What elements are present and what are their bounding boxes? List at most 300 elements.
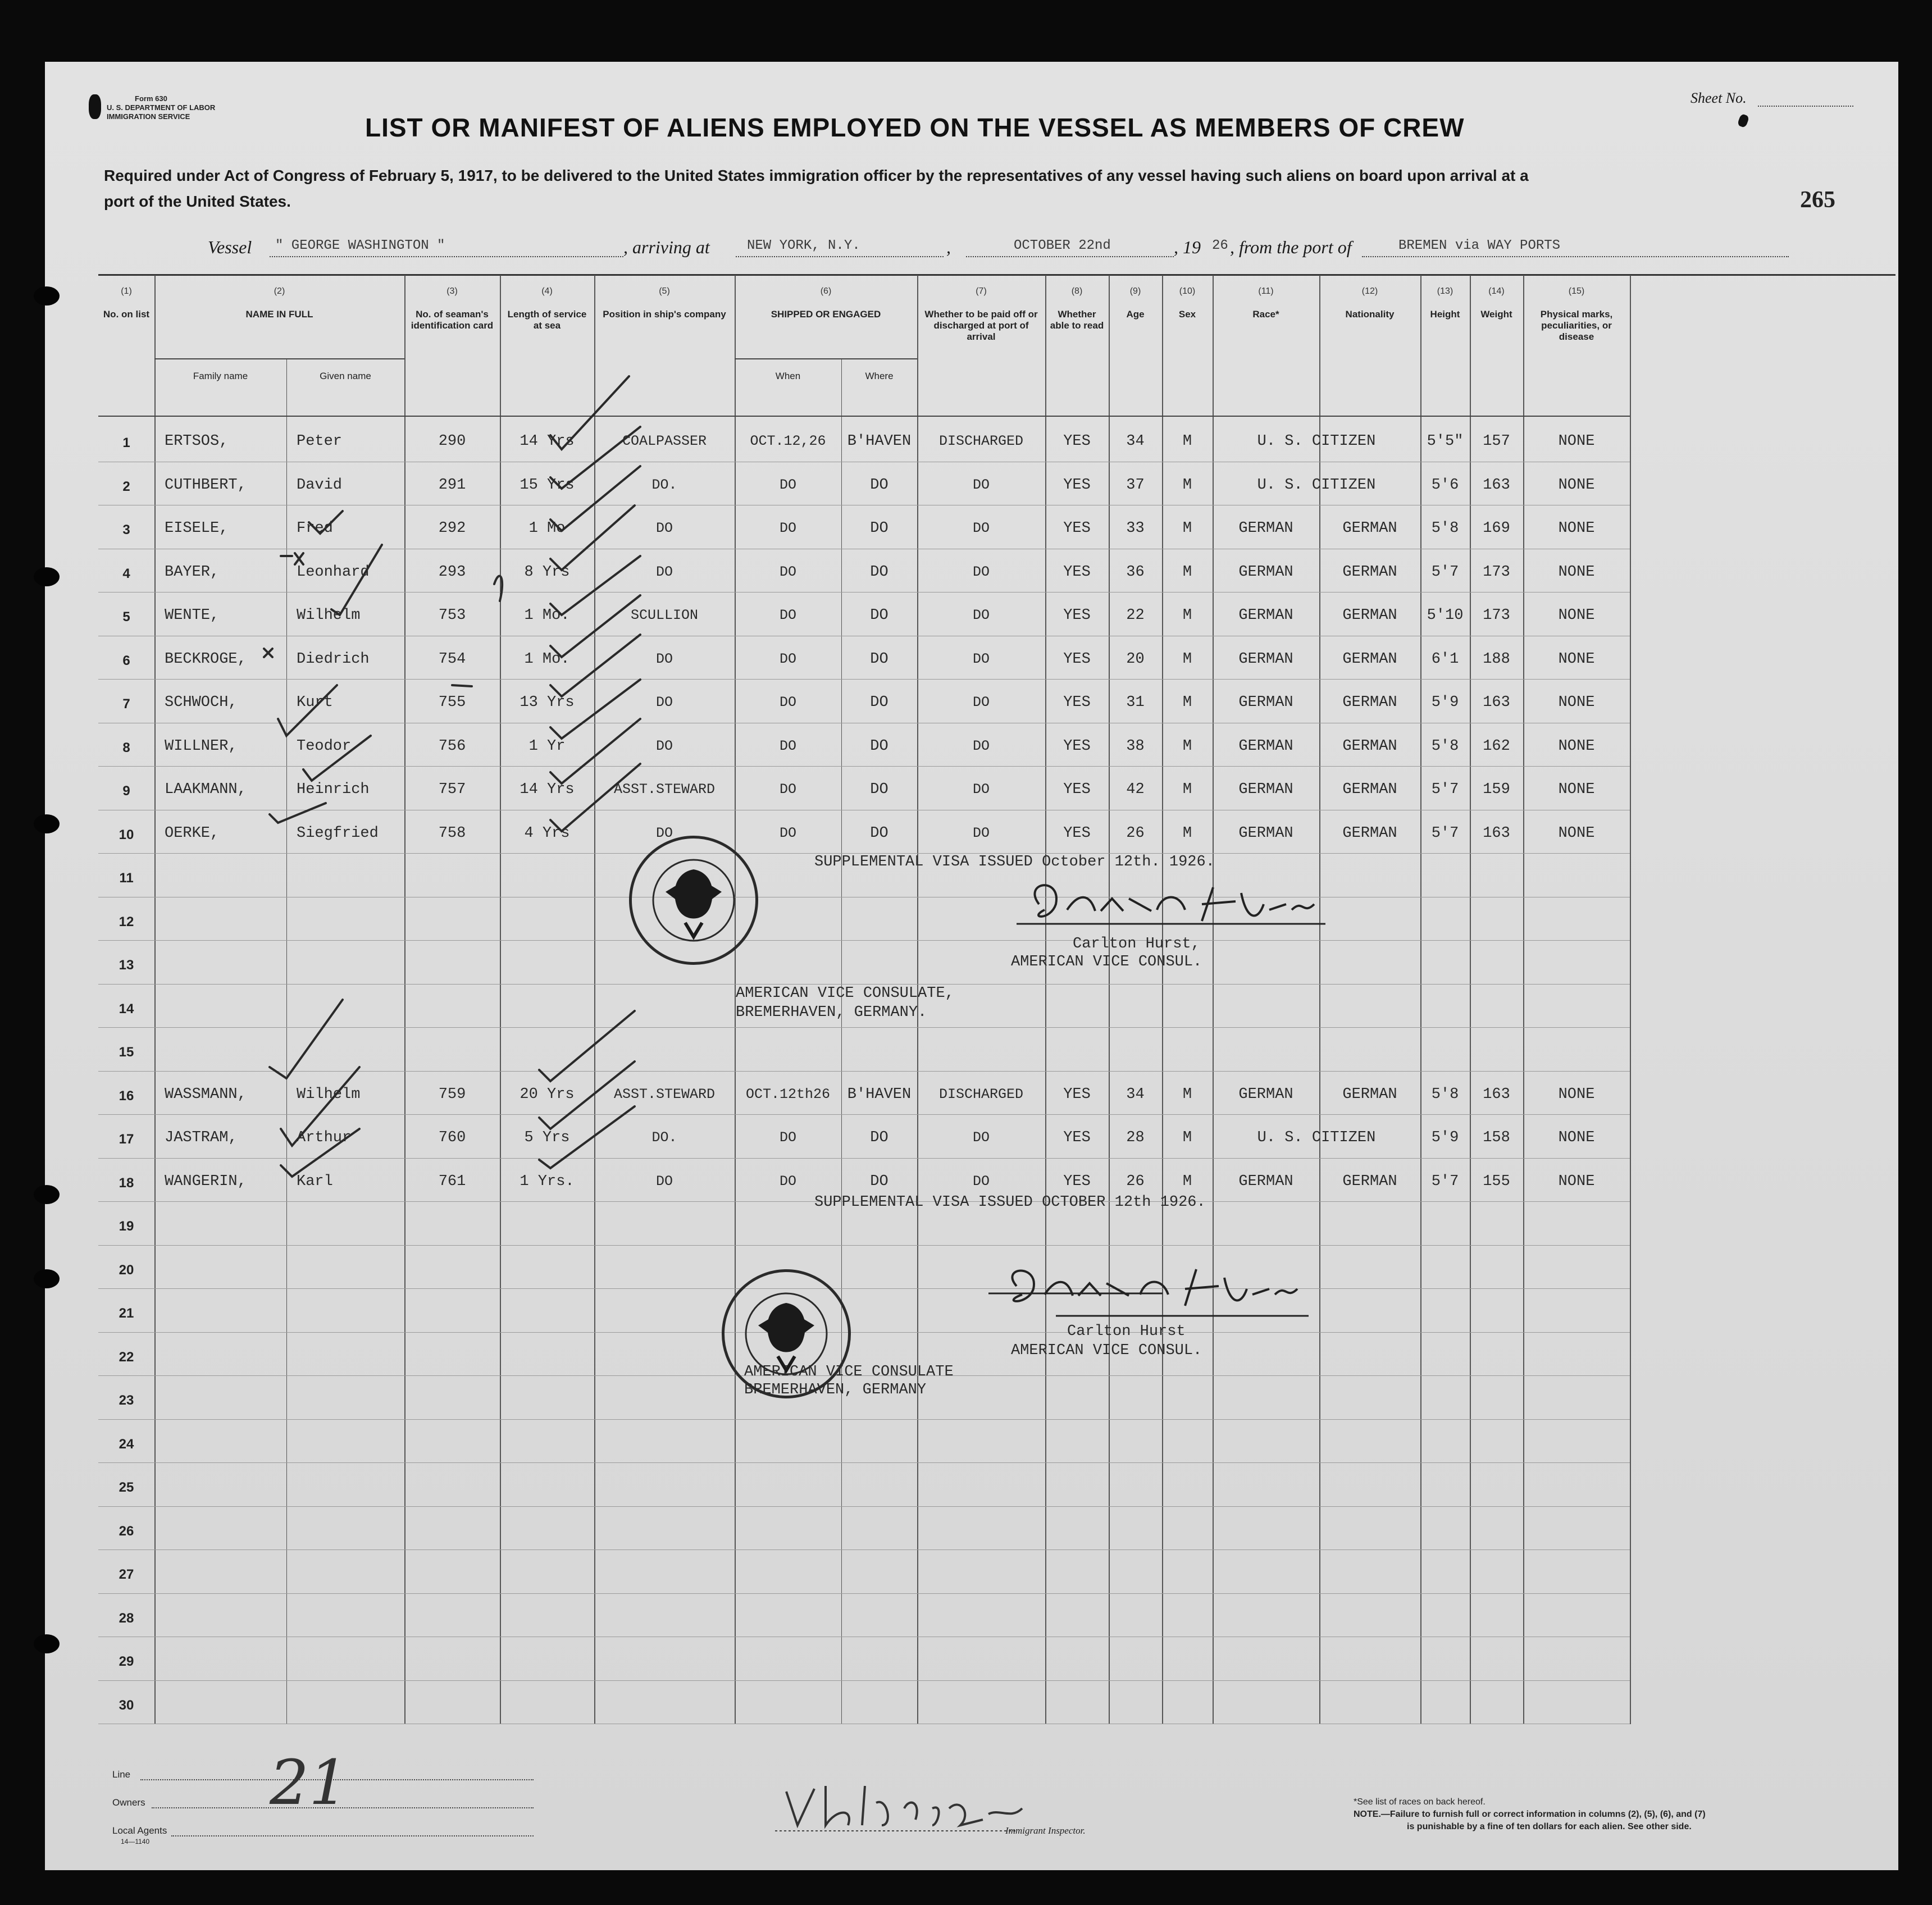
column-header: Height: [1430, 309, 1460, 320]
cell-read: YES: [1063, 650, 1091, 668]
cell-age: 22: [1126, 607, 1145, 624]
cell-read: YES: [1063, 563, 1091, 581]
cell-paid: DO: [972, 824, 990, 841]
cell-card: 291: [438, 476, 466, 494]
cell-race: GERMAN: [1238, 607, 1293, 624]
cell-height: 5'7: [1431, 1173, 1459, 1190]
inspector-signature-text: [798, 1797, 799, 1798]
cell-marks: NONE: [1558, 650, 1595, 668]
cell-service: 8 Yrs: [524, 563, 570, 581]
cell-age: 26: [1126, 824, 1145, 842]
cell-where: DO: [870, 694, 888, 711]
cell-race: GERMAN: [1238, 694, 1293, 711]
cell-read: YES: [1063, 476, 1091, 494]
cell-paid: DO: [972, 650, 990, 667]
cell-position: DO: [655, 1173, 673, 1190]
arrival-year: 26: [1212, 238, 1228, 253]
cell-race: GERMAN: [1238, 1173, 1293, 1190]
cell-card: 760: [438, 1129, 466, 1146]
cell-sex: M: [1182, 563, 1192, 581]
races-note: *See list of races on back hereof.: [1354, 1797, 1486, 1807]
cell-sex: M: [1182, 824, 1192, 842]
cell-given: Leonhard: [297, 563, 370, 581]
cell-marks: NONE: [1558, 1129, 1595, 1146]
cell-read: YES: [1063, 607, 1091, 624]
cell-sex: M: [1182, 607, 1192, 624]
cell-age: 34: [1126, 1086, 1145, 1103]
comma-separator: ,: [946, 237, 951, 257]
column-header: SHIPPED OR ENGAGED: [771, 309, 881, 320]
cell-sex: M: [1182, 520, 1192, 537]
column-subheader: Family name: [193, 371, 248, 381]
cell-marks: NONE: [1558, 433, 1595, 450]
cell-when: DO: [779, 607, 796, 623]
cell-where: DO: [870, 650, 888, 668]
cell-position: DO: [655, 650, 673, 667]
column-number: (15): [1568, 286, 1585, 296]
year-prefix: , 19: [1174, 237, 1201, 257]
cell-card: 753: [438, 607, 466, 624]
cell-age: 31: [1126, 694, 1145, 711]
cell-age: 36: [1126, 563, 1145, 581]
cell-position: COALPASSER: [622, 433, 707, 449]
penalty-note-1: NOTE.—Failure to furnish full or correct information in columns (2), (5), (6), and (7): [1354, 1810, 1706, 1819]
consul-name-1: Carlton Hurst,: [1073, 936, 1200, 952]
cell-family: ERTSOS,: [165, 433, 229, 450]
cell-sex: M: [1182, 781, 1192, 798]
cell-nationality: GERMAN: [1342, 563, 1397, 581]
cell-age: 42: [1126, 781, 1145, 798]
cell-position: DO.: [651, 1129, 677, 1146]
cell-nationality: GERMAN: [1342, 1173, 1397, 1190]
column-number: (2): [274, 286, 285, 296]
row-number: 27: [119, 1567, 134, 1582]
cell-given: David: [297, 476, 343, 494]
cell-read: YES: [1063, 1173, 1091, 1190]
row-number: 18: [119, 1175, 134, 1191]
cell-service: 1 Mo.: [524, 650, 570, 668]
cell-height: 5'9: [1431, 1129, 1459, 1146]
row-number: 19: [119, 1219, 134, 1234]
cell-given: Fred: [297, 520, 333, 537]
cell-read: YES: [1063, 520, 1091, 537]
cell-service: 15 Yrs: [520, 476, 575, 494]
row-number: 21: [119, 1306, 134, 1321]
cell-position: DO.: [651, 476, 677, 493]
cell-service: 14 Yrs: [520, 781, 575, 798]
row-number: 16: [119, 1088, 134, 1104]
row-number: 30: [119, 1697, 134, 1713]
row-number: 10: [119, 827, 134, 842]
cell-family: BAYER,: [165, 563, 220, 581]
row-number: 1: [122, 435, 130, 450]
page-title: LIST OR MANIFEST OF ALIENS EMPLOYED ON THE VESSEL AS MEMBERS OF CREW: [365, 113, 1465, 142]
cell-weight: 163: [1483, 824, 1510, 842]
cell-race: U. S. CITIZEN: [1257, 476, 1376, 494]
cell-where: DO: [870, 563, 888, 581]
cell-age: 37: [1126, 476, 1145, 494]
cell-weight: 173: [1483, 563, 1510, 581]
cell-family: JASTRAM,: [165, 1129, 238, 1146]
cell-where: B'HAVEN: [847, 1086, 912, 1103]
cell-given: Wilhelm: [297, 607, 361, 624]
cell-race: GERMAN: [1238, 563, 1293, 581]
cell-service: 4 Yrs: [524, 824, 570, 842]
cell-position: DO: [655, 824, 673, 841]
cell-where: DO: [870, 1173, 888, 1190]
row-number: 9: [122, 783, 130, 799]
cell-card: 759: [438, 1086, 466, 1103]
cell-card: 292: [438, 520, 466, 537]
cell-when: DO: [779, 476, 796, 493]
cell-card: 761: [438, 1173, 466, 1190]
cell-age: 28: [1126, 1129, 1145, 1146]
column-header: Nationality: [1345, 309, 1395, 320]
cell-weight: 159: [1483, 781, 1510, 798]
cell-card: 293: [438, 563, 466, 581]
cell-marks: NONE: [1558, 607, 1595, 624]
cell-sex: M: [1182, 1129, 1192, 1146]
cell-marks: NONE: [1558, 520, 1595, 537]
cell-where: DO: [870, 824, 888, 842]
cell-read: YES: [1063, 433, 1091, 450]
cell-when: DO: [779, 694, 796, 710]
column-header: Position in ship's company: [603, 309, 726, 320]
cell-given: Siegfried: [297, 824, 379, 842]
cell-weight: 163: [1483, 476, 1510, 494]
cell-when: DO: [779, 520, 796, 536]
vessel-label: Vessel: [208, 237, 252, 257]
inspector-signature: [764, 1775, 1033, 1836]
local-agents-label: Local Agents: [112, 1825, 167, 1836]
cell-paid: DO: [972, 1173, 990, 1190]
row-number: 2: [122, 478, 130, 494]
cell-height: 5'7: [1431, 781, 1459, 798]
row-number: 12: [119, 914, 134, 929]
handwritten-count: 21: [270, 1747, 348, 1819]
column-subheader: Where: [865, 371, 894, 381]
cell-paid: DO: [972, 476, 990, 493]
cell-position: SCULLION: [630, 607, 699, 623]
cell-given: Wilhelm: [297, 1086, 361, 1103]
cell-height: 5'10: [1427, 607, 1464, 624]
cell-card: 290: [438, 433, 466, 450]
from-port-label: , from the port of: [1230, 237, 1352, 257]
column-header: No. of seaman's identification card: [411, 309, 494, 331]
column-number: (14): [1488, 286, 1505, 296]
row-number: 17: [119, 1132, 134, 1147]
column-subheader: Given name: [320, 371, 371, 381]
cell-age: 33: [1126, 520, 1145, 537]
owners-label: Owners: [112, 1797, 145, 1808]
arrival-port: NEW YORK, N.Y.: [747, 238, 860, 253]
column-number: (9): [1129, 286, 1141, 296]
cell-card: 757: [438, 781, 466, 798]
cell-read: YES: [1063, 694, 1091, 711]
column-number: (4): [541, 286, 553, 296]
local-agents-field: [171, 1835, 534, 1836]
cell-race: U. S. CITIZEN: [1257, 1129, 1376, 1146]
cell-where: DO: [870, 1129, 888, 1146]
cell-when: DO: [779, 650, 796, 667]
column-number: (12): [1361, 286, 1378, 296]
consul-name-2: Carlton Hurst: [1067, 1323, 1186, 1340]
cell-when: DO: [779, 781, 796, 797]
cell-paid: DO: [972, 563, 990, 580]
column-header: Weight: [1480, 309, 1512, 320]
column-header: Physical marks, peculiarities, or disease: [1540, 309, 1613, 342]
consulate-city-2: BREMERHAVEN, GERMANY: [744, 1382, 927, 1398]
column-subheader: When: [775, 371, 801, 381]
cell-marks: NONE: [1558, 824, 1595, 842]
cell-family: WASSMANN,: [165, 1086, 247, 1103]
cell-when: DO: [779, 737, 796, 754]
row-number: 13: [119, 958, 134, 973]
cell-where: DO: [870, 476, 888, 494]
cell-family: SCHWOCH,: [165, 694, 238, 711]
cell-weight: 188: [1483, 650, 1510, 668]
cell-weight: 157: [1483, 433, 1510, 450]
cell-nationality: GERMAN: [1342, 781, 1397, 798]
cell-height: 6'1: [1431, 650, 1459, 668]
cell-position: ASST.STEWARD: [613, 781, 716, 797]
column-header: Sex: [1178, 309, 1196, 320]
cell-race: GERMAN: [1238, 737, 1293, 755]
cell-service: 14 Yrs: [520, 433, 575, 450]
consul-title-1: AMERICAN VICE CONSUL.: [1011, 954, 1202, 970]
cell-marks: NONE: [1558, 1173, 1595, 1190]
column-number: (6): [820, 286, 832, 296]
consulate-office-1: AMERICAN VICE CONSULATE,: [736, 985, 954, 1002]
cell-sex: M: [1182, 1173, 1192, 1190]
cell-service: 1 Yrs.: [520, 1173, 575, 1190]
cell-given: Arthur: [297, 1129, 352, 1146]
cell-nationality: GERMAN: [1342, 824, 1397, 842]
cell-sex: M: [1182, 737, 1192, 755]
cell-nationality: GERMAN: [1342, 694, 1397, 711]
cell-race: GERMAN: [1238, 781, 1293, 798]
column-number: (10): [1179, 286, 1196, 296]
cell-marks: NONE: [1558, 781, 1595, 798]
cell-family: LAAKMANN,: [165, 781, 247, 798]
cell-height: 5'8: [1431, 520, 1459, 537]
cell-weight: 162: [1483, 737, 1510, 755]
department-name: U. S. DEPARTMENT OF LABOR: [107, 103, 216, 112]
cell-weight: 169: [1483, 520, 1510, 537]
cell-marks: NONE: [1558, 563, 1595, 581]
cell-card: 754: [438, 650, 466, 668]
cell-paid: DO: [972, 607, 990, 623]
row-number: 11: [119, 871, 134, 886]
cell-nationality: GERMAN: [1342, 520, 1397, 537]
row-number: 4: [122, 566, 130, 581]
column-number: (7): [976, 286, 987, 296]
column-header: No. on list: [103, 309, 150, 320]
column-number: (3): [446, 286, 458, 296]
cell-position: DO: [655, 563, 673, 580]
cell-nationality: GERMAN: [1342, 1086, 1397, 1103]
cell-marks: NONE: [1558, 694, 1595, 711]
column-header: Age: [1126, 309, 1145, 320]
cell-height: 5'7: [1431, 824, 1459, 842]
cell-card: 756: [438, 737, 466, 755]
cell-paid: DO: [972, 520, 990, 536]
cell-read: YES: [1063, 1086, 1091, 1103]
row-number: 23: [119, 1393, 134, 1408]
manifest-paper-sheet: [45, 62, 1898, 1870]
row-number: 26: [119, 1523, 134, 1539]
sheet-no-label: Sheet No.: [1690, 90, 1747, 106]
column-number: (13): [1437, 286, 1453, 296]
subtitle-line-1: Required under Act of Congress of February 5, 1917, to be delivered to the United States immigration officer by the representatives of any vessel having such aliens on board upon arrival at a: [104, 167, 1529, 184]
cell-marks: NONE: [1558, 737, 1595, 755]
cell-card: 755: [438, 694, 466, 711]
subtitle-line-2: port of the United States.: [104, 193, 291, 210]
cell-age: 38: [1126, 737, 1145, 755]
cell-weight: 155: [1483, 1173, 1510, 1190]
cell-paid: DO: [972, 1129, 990, 1146]
cell-given: Teodor: [297, 737, 352, 755]
cell-given: Peter: [297, 433, 343, 450]
penalty-note-2: is punishable by a fine of ten dollars for each alien. See other side.: [1407, 1822, 1692, 1831]
supplemental-visa-text-1: SUPPLEMENTAL VISA ISSUED October 12th. 1926.: [814, 854, 1215, 871]
column-number: (11): [1258, 286, 1274, 296]
cell-where: DO: [870, 781, 888, 798]
cell-when: DO: [779, 1173, 796, 1190]
cell-sex: M: [1182, 650, 1192, 668]
column-header: Race*: [1252, 309, 1279, 320]
row-number: 6: [122, 653, 130, 668]
row-number: 28: [119, 1610, 134, 1626]
cell-when: DO: [779, 1129, 796, 1146]
cell-race: GERMAN: [1238, 520, 1293, 537]
cell-family: WILLNER,: [165, 737, 238, 755]
cell-age: 26: [1126, 1173, 1145, 1190]
row-number: 5: [122, 609, 130, 625]
cell-age: 34: [1126, 433, 1145, 450]
cell-paid: DO: [972, 737, 990, 754]
cell-height: 5'9: [1431, 694, 1459, 711]
cell-marks: NONE: [1558, 476, 1595, 494]
cell-service: 13 Yrs: [520, 694, 575, 711]
cell-where: B'HAVEN: [847, 433, 912, 450]
cell-when: OCT.12,26: [750, 433, 826, 449]
immigrant-inspector-label: Immigrant Inspector.: [1005, 1825, 1086, 1836]
cell-paid: DO: [972, 781, 990, 797]
row-number: 22: [119, 1349, 134, 1365]
cell-service: 20 Yrs: [520, 1086, 575, 1103]
column-header: Length of service at sea: [507, 309, 587, 331]
cell-sex: M: [1182, 433, 1192, 450]
column-header: Whether to be paid off or discharged at port of arrival: [924, 309, 1038, 342]
cell-service: 1 Mo.: [524, 607, 570, 624]
cell-read: YES: [1063, 737, 1091, 755]
arrival-date: OCTOBER 22nd: [1014, 238, 1111, 253]
cell-service: 5 Yrs: [524, 1129, 570, 1146]
cell-height: 5'8: [1431, 737, 1459, 755]
cell-height: 5'6: [1431, 476, 1459, 494]
cell-nationality: GERMAN: [1342, 607, 1397, 624]
cell-service: 1 Mo: [528, 520, 566, 537]
cell-given: Diedrich: [297, 650, 370, 668]
cell-position: DO: [655, 737, 673, 754]
cell-age: 20: [1126, 650, 1145, 668]
cell-given: Karl: [297, 1173, 333, 1190]
line-label: Line: [112, 1769, 131, 1780]
cell-family: BECKROGE,: [165, 650, 247, 668]
cell-race: U. S. CITIZEN: [1257, 433, 1376, 450]
cell-position: DO: [655, 694, 673, 710]
cell-read: YES: [1063, 1129, 1091, 1146]
cell-when: DO: [779, 563, 796, 580]
cell-family: OERKE,: [165, 824, 220, 842]
cell-read: YES: [1063, 824, 1091, 842]
cell-paid: DO: [972, 694, 990, 710]
vessel-name: " GEORGE WASHINGTON ": [275, 238, 445, 253]
cell-family: WANGERIN,: [165, 1173, 247, 1190]
row-number: 8: [122, 740, 130, 755]
cell-sex: M: [1182, 694, 1192, 711]
cell-sex: M: [1182, 1086, 1192, 1103]
cell-position: DO: [655, 520, 673, 536]
cell-service: 1 Yr: [528, 737, 566, 755]
cell-when: OCT.12th26: [745, 1086, 831, 1102]
page-number: 265: [1800, 187, 1835, 213]
cell-race: GERMAN: [1238, 650, 1293, 668]
row-number: 29: [119, 1654, 134, 1669]
row-number: 25: [119, 1480, 134, 1495]
cell-height: 5'7: [1431, 563, 1459, 581]
consul-title-2: AMERICAN VICE CONSUL.: [1011, 1342, 1202, 1359]
cell-family: EISELE,: [165, 520, 229, 537]
cell-weight: 163: [1483, 694, 1510, 711]
cell-weight: 163: [1483, 1086, 1510, 1103]
departure-port: BREMEN via WAY PORTS: [1398, 238, 1561, 253]
arriving-label: , arriving at: [623, 237, 710, 257]
handwritten-check-marks: [45, 62, 1898, 1870]
cell-paid: DISCHARGED: [938, 1086, 1024, 1102]
column-header: NAME IN FULL: [245, 309, 313, 320]
column-number: (1): [121, 286, 132, 296]
cell-given: Kurt: [297, 694, 333, 711]
column-number: (5): [659, 286, 670, 296]
cell-position: ASST.STEWARD: [613, 1086, 716, 1102]
row-number: 20: [119, 1262, 134, 1278]
row-number: 15: [119, 1045, 134, 1060]
cell-read: YES: [1063, 781, 1091, 798]
cell-family: WENTE,: [165, 607, 220, 624]
service-name: IMMIGRATION SERVICE: [107, 112, 190, 121]
form-number: Form 630: [135, 94, 167, 103]
cell-paid: DISCHARGED: [938, 433, 1024, 449]
consulate-office-2: AMERICAN VICE CONSULATE: [744, 1364, 954, 1380]
row-number: 14: [119, 1001, 134, 1017]
cell-marks: NONE: [1558, 1086, 1595, 1103]
row-number: 24: [119, 1436, 134, 1452]
cell-race: GERMAN: [1238, 824, 1293, 842]
cell-height: 5'5": [1427, 433, 1464, 450]
consulate-city-1: BREMERHAVEN, GERMANY.: [736, 1004, 927, 1021]
form-code: 14—1140: [121, 1838, 150, 1845]
cell-sex: M: [1182, 476, 1192, 494]
cell-where: DO: [870, 520, 888, 537]
cell-where: DO: [870, 607, 888, 624]
cell-when: DO: [779, 824, 796, 841]
column-header: Whether able to read: [1050, 309, 1104, 331]
cell-nationality: GERMAN: [1342, 737, 1397, 755]
row-number: 3: [122, 522, 130, 537]
cell-card: 758: [438, 824, 466, 842]
